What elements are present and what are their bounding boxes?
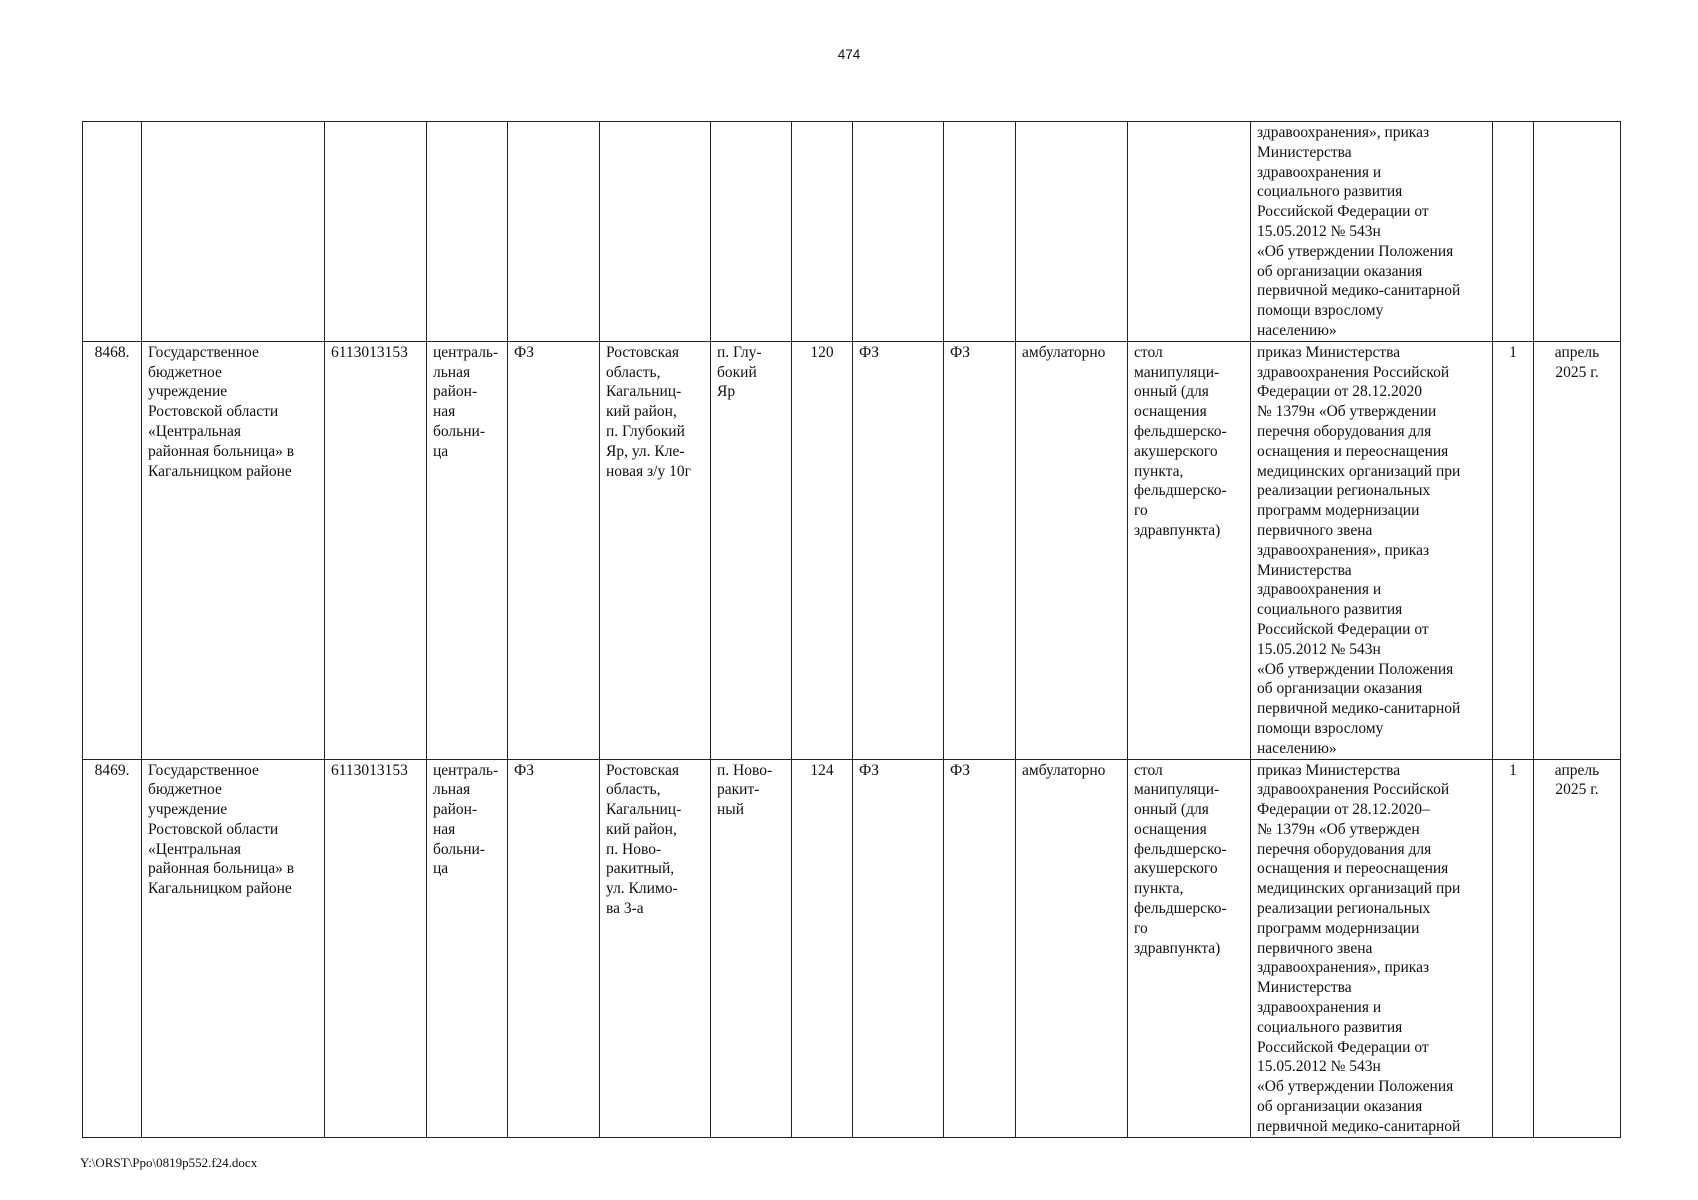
cell-unit-type: ФЗ [853, 341, 944, 759]
cell-object-type: ФЗ [508, 759, 600, 1137]
cell-institution-name [142, 122, 325, 342]
cell-unit-type-2: ФЗ [944, 759, 1016, 1137]
cell-unit-type [853, 122, 944, 342]
cell-inn [325, 122, 427, 342]
cell-equipment: стол манипуляци- онный (для оснащения фельдшерско- акушерского пункта, фельдшерско- го здравпункта) [1128, 341, 1251, 759]
cell-legal-basis: здравоохранения», приказ Министерства здравоохранения и социального развития Российской Федерации от 15.05.2012 № 543н «Об утверждении Положения об организации оказания первичной медико-санитарной помощи взрослому населению» [1251, 122, 1493, 342]
cell-term [1534, 122, 1621, 342]
cell-number [83, 122, 142, 342]
cell-care-form: амбулаторно [1016, 759, 1128, 1137]
table-row-continuation [83, 122, 1621, 342]
register-table [82, 121, 1621, 1138]
cell-population: 120 [792, 341, 853, 759]
cell-quantity: 1 [1493, 759, 1534, 1137]
cell-address [600, 122, 711, 342]
cell-equipment [1128, 122, 1251, 342]
cell-inn: 6113013153 [325, 759, 427, 1137]
cell-settlement: п. Ново- ракит- ный [711, 759, 792, 1137]
cell-term: апрель 2025 г. [1534, 759, 1621, 1137]
cell-unit-type-2 [944, 122, 1016, 342]
table-row [83, 759, 1621, 1137]
cell-equipment: стол манипуляци- онный (для оснащения фельдшерско- акушерского пункта, фельдшерско- го здравпункта) [1128, 759, 1251, 1137]
cell-settlement [711, 122, 792, 342]
cell-organization-type [427, 122, 508, 342]
cell-population [792, 122, 853, 342]
table-row [83, 341, 1621, 759]
cell-object-type [508, 122, 600, 342]
cell-object-type: ФЗ [508, 341, 600, 759]
cell-institution-name: Государственное бюджетное учреждение Ростовской области «Центральная районная больница» в Кагальницком районе [142, 759, 325, 1137]
cell-legal-basis: приказ Министерства здравоохранения Российской Федерации от 28.12.2020 № 1379н «Об утверждении перечня оборудования для оснащения и переоснащения медицинских организаций при реализации региональных программ модернизации первичного звена здравоохранения», приказ Министерства здравоохранения и социального развития Российской Федерации от 15.05.2012 № 543н «Об утверждении Положения об организации оказания первичной медико-санитарной помощи взрослому населению» [1251, 341, 1493, 759]
page-number: 474 [837, 47, 861, 62]
cell-address: Ростовская область, Кагальниц- кий район, п. Ново- ракитный, ул. Климо- ва 3-а [600, 759, 711, 1137]
cell-organization-type: централь- льная район- ная больни- ца [427, 759, 508, 1137]
cell-unit-type: ФЗ [853, 759, 944, 1137]
cell-quantity [1493, 122, 1534, 342]
cell-quantity: 1 [1493, 341, 1534, 759]
cell-legal-basis: приказ Министерства здравоохранения Российской Федерации от 28.12.2020– № 1379н «Об утвержден перечня оборудования для оснащения и переоснащения медицинских организаций при реализации региональных программ модернизации первичного звена здравоохранения», приказ Министерства здравоохранения и социального развития Российской Федерации от 15.05.2012 № 543н «Об утверждении Положения об организации оказания первичной медико-санитарной [1251, 759, 1493, 1137]
cell-address: Ростовская область, Кагальниц- кий район, п. Глубокий Яр, ул. Кле- новая з/у 10г [600, 341, 711, 759]
cell-care-form: амбулаторно [1016, 341, 1128, 759]
footer-file-path: Y:\ORST\Ppo\0819p552.f24.docx [80, 1155, 258, 1170]
cell-population: 124 [792, 759, 853, 1137]
cell-term: апрель 2025 г. [1534, 341, 1621, 759]
cell-settlement: п. Глу- бокий Яр [711, 341, 792, 759]
cell-organization-type: централь- льная район- ная больни- ца [427, 341, 508, 759]
cell-institution-name: Государственное бюджетное учреждение Ростовской области «Центральная районная больница» в Кагальницком районе [142, 341, 325, 759]
cell-inn: 6113013153 [325, 341, 427, 759]
cell-unit-type-2: ФЗ [944, 341, 1016, 759]
cell-care-form [1016, 122, 1128, 342]
cell-number: 8468. [83, 341, 142, 759]
cell-number: 8469. [83, 759, 142, 1137]
